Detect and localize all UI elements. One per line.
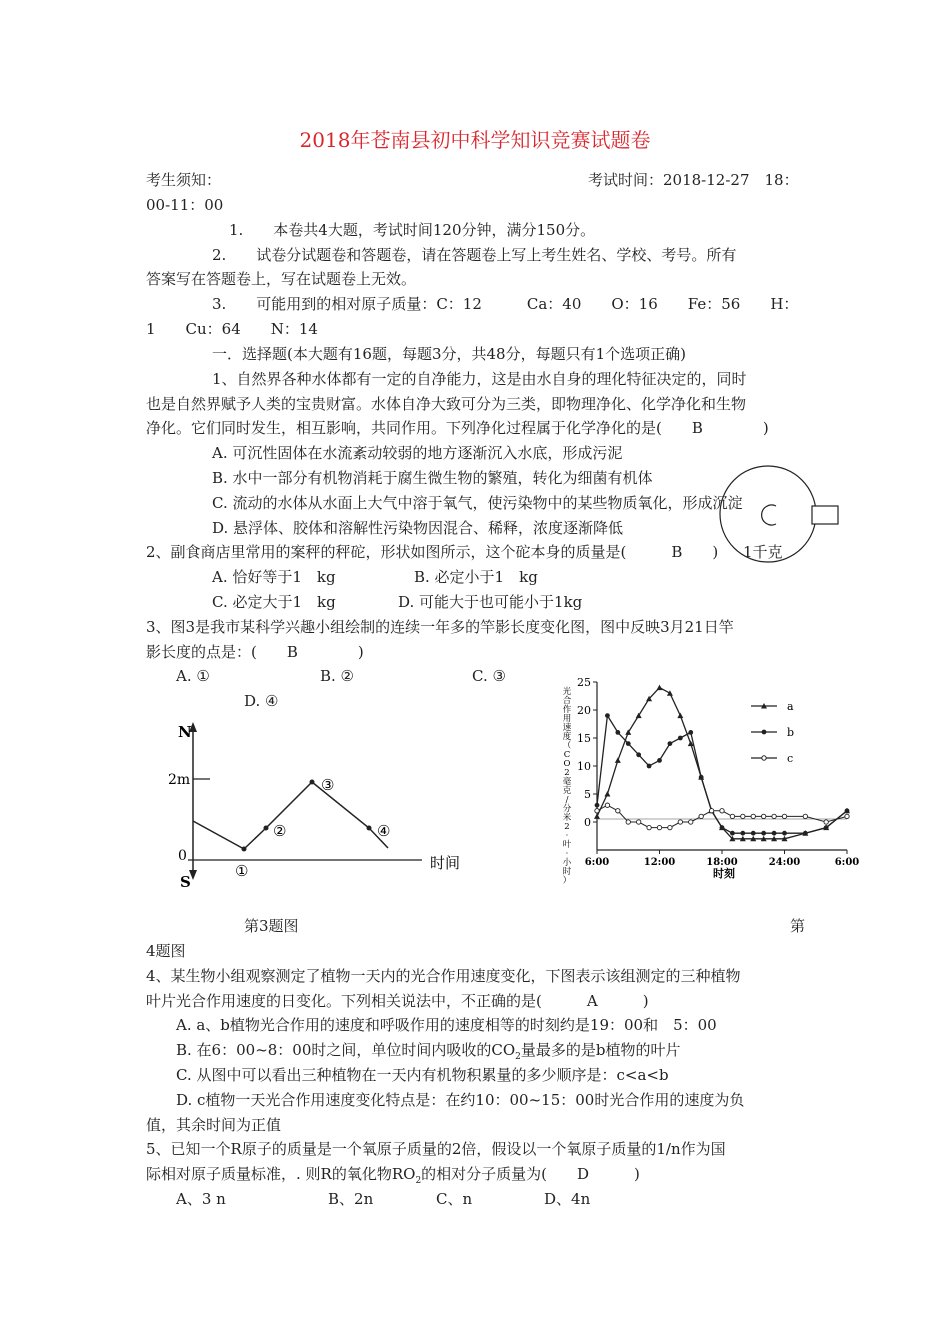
q2-option-b: B. 必定小于1 kg [414,568,538,586]
q2-text: 2、副食商店里常用的案秤的秤砣，形状如图所示，这个砣本身的质量是( B ) [146,543,719,561]
q5-text-2: 际相对原子质量标准，. 则R的氧化物$RO_2$的相对分子质量为( D ) [146,1165,640,1186]
weight-tab [812,506,838,524]
q4-text: 叶片光合作用速度的日变化。下列相关说法中，不正确的是( A ) [146,992,649,1010]
fig4-series-b-point [803,831,808,836]
fig4-y-label-char: C [563,750,571,760]
fig4-series-b-point [636,752,641,757]
fig4-x-tick-label: 24:00 [768,857,801,868]
q2-option-a: A. 恰好等于1 kg [212,568,336,586]
fig4-series-a-point [677,713,683,719]
q1-option-d: D. 悬浮体、胶体和溶解性污染物因混合、稀释，浓度逐渐降低 [212,519,624,537]
fig4-series-c-point [689,820,693,824]
q3-text: 3、图3是我市某科学兴趣小组绘制的连续一年多的竿影长度变化图，图中反映3月21日竿 [146,618,734,636]
fig4-series-b-point [730,831,735,836]
q1-option-c: C. 流动的水体从水面上大气中溶于氧气，使污染物中的某些物质氧化，形成沉淀 [212,494,743,512]
fig4-y-label-char: 2 [564,822,570,832]
fig4-y-label-char: 时 [562,867,572,877]
fig4-series-c-point [605,803,609,807]
exam-time: 考试时间：2018-12-27 18： [588,171,799,189]
fig4-series-c-point [824,820,828,824]
notice-item: 1. 本卷共4大题，考试时间120分钟，满分150分。 [229,221,596,239]
fig4-series-b-point [626,741,631,746]
q1-text: 也是自然界赋予人类的宝贵财富。水体自净大致可分为三类，即物理净化、化学净化和生物 [146,395,747,413]
fig3-label-4: ④ [377,822,391,840]
fig4-y-tick-label: 10 [577,760,591,773]
fig4-y-label-char: O [563,759,571,769]
fig4-legend-label: c [787,752,794,765]
fig4-series-b-point [657,758,662,763]
notice-item: 1 Cu：64 N：14 [146,320,318,338]
exam-time-cont: 00-11：00 [146,196,224,214]
fig3-label-3: ③ [321,776,335,794]
q1-text: 1、自然界各种水体都有一定的自净能力，这是由水自身的理化特征决定的，同时 [212,370,747,388]
fig4-x-axis-label: 时刻 [713,867,735,880]
q1-option-b: B. 水中一部分有机物消耗于腐生微生物的繁殖，转化为细菌有机体 [212,469,653,487]
fig4-series-b-point [615,730,620,735]
fig4-y-tick-label: 5 [584,788,591,801]
fig4-series-c-point [803,814,807,818]
fig3-x-label: 时间 [430,854,461,872]
notice-label: 考生须知： [146,171,222,189]
fig4-caption: 第 [790,917,806,935]
q1-text: 净化。它们同时发生，相互影响，共同作用。下列净化过程属于化学净化的是( B ) [146,419,769,437]
fig4-y-label-char: / [565,795,569,805]
fig4-series-c-point [741,814,745,818]
q2-option-c: C. 必定大于1 kg [212,593,336,611]
fig4-series-b-point [761,831,766,836]
q4-option-b: B. 在6：00~8：00时之间，单位时间内吸收的$CO_2$量最多的是b植物的叶片 [176,1041,681,1062]
fig4-y-label-char: 毫 [562,777,572,787]
fig4-series-c-point [699,814,703,818]
fig4-legend-label: a [787,700,794,713]
fig4-y-label-char: 2 [564,768,570,778]
fig4-y-axis-label [563,686,572,886]
fig3-point-4 [367,826,372,831]
q3-option-d: D. ④ [244,692,279,710]
weight-hook [762,505,776,525]
fig4-series-c-point [709,809,713,813]
section-heading: 一．选择题(本大题有16题，每题3分，共48分，每题只有1个选项正确) [212,345,686,363]
fig3-n-label: N [178,723,192,741]
fig4-series-c-point [657,825,661,829]
q4-option-a: A. a、b植物光合作用的速度和呼吸作用的速度相等的时刻约是19：00和 5：00 [176,1016,717,1034]
fig4-y-label-char: 作 [562,705,572,715]
q3-option-a: A. ① [176,667,210,685]
fig4-series-a-point [615,757,621,763]
fig4-series-c-point [782,814,786,818]
q4-option-d: D. c植物一天光合作用速度变化特点是：在约10：00~15：00时光合作用的速度为负 [176,1091,745,1109]
fig4-series-c-point [761,814,765,818]
fig4-series-a-point [594,813,600,819]
fig4-y-tick-label: 0 [584,816,591,829]
fig4-series-b-point [824,825,829,830]
fig4-series-a-point [657,685,663,691]
fig4-caption-cont: 4题图 [146,942,186,960]
notice-item: 答案写在答题卷上，写在试题卷上无效。 [146,270,417,288]
fig4-y-label-char: · [565,831,569,841]
notice-item: 3. 可能用到的相对原子质量：C：12 Ca：40 O：16 Fe：56 H： [212,295,799,313]
fig4-series-c-point [647,825,651,829]
fig4-y-tick-label: 25 [577,676,591,689]
fig4-y-label-char: 叶 [562,840,572,850]
fig4-series-b-point [751,831,756,836]
fig4-y-label-char: ） [562,876,572,886]
q3-text: 影长度的点是：( B ) [146,643,364,661]
fig4-series-c-point [730,814,734,818]
page-title: 2018年苍南县初中科学知识竞赛试题卷 [299,128,651,152]
fig4-series-b-point [668,741,673,746]
fig3-point-2 [264,826,269,831]
fig3-s-label: S [180,873,191,891]
fig3-label-2: ② [273,822,287,840]
fig4-series-b-point [740,831,745,836]
fig4-series-a-line [597,688,847,839]
fig4-series-c-point [720,809,724,813]
q4-option-c: C. 从图中可以看出三种植物在一天内有机物积累量的多少顺序是：c<a<b [176,1066,669,1084]
q5-text: 5、已知一个R原子的质量是一个氧原子质量的2倍，假设以一个氧原子质量的1/n作为国 [146,1140,726,1158]
fig4-series-c-point [595,809,599,813]
q3-option-b: B. ② [320,667,355,685]
q1-option-a: A. 可沉性固体在水流紊动较弱的地方逐渐沉入水底，形成污泥 [212,444,623,462]
fig4-series-c-point [668,825,672,829]
q5-option-d: D、4n [544,1190,591,1208]
q5-option-c: C、n [436,1190,473,1208]
fig4-series-b-point [782,831,787,836]
q5-option-b: B、2n [328,1190,374,1208]
fig4-series-b-point [678,736,683,741]
fig4-x-tick-label: 6:00 [584,857,610,868]
q3-option-c: C. ③ [472,667,506,685]
fig3-shadow-chart [160,718,480,893]
notice-item: 2. 试卷分试题卷和答题卷，请在答题卷上写上考生姓名、学校、考号。所有 [212,246,737,264]
fig4-series-a-point [604,791,610,797]
fig4-y-label-char: 用 [562,714,572,724]
fig4-series-b-point [647,764,652,769]
fig3-line [193,782,391,849]
q4-text: 4、某生物小组观察测定了植物一天内的光合作用速度变化，下图表示该组测定的三种植物 [146,967,741,985]
fig4-y-label-char: 克 [562,786,572,796]
fig4-series-c-point [636,820,640,824]
fig4-y-label-char: 米 [562,813,572,823]
fig4-legend-marker [762,756,766,760]
fig4-series-c-point [616,809,620,813]
fig3-label-1: ① [235,862,249,880]
fig3-point-3 [310,780,315,785]
fig4-y-label-char: · [565,849,569,859]
fig4-series-b-point [720,825,725,830]
q2-option-d: D. 可能大于也可能小于1kg [398,593,583,611]
fig4-series-b-point [699,775,704,780]
fig4-legend-label: b [787,726,795,739]
fig4-series-c-point [845,814,849,818]
fig4-y-label-char: 光 [562,687,572,697]
fig4-series-c-point [678,820,682,824]
fig4-legend-marker [762,730,767,735]
fig4-series-b-point [845,808,850,813]
fig4-series-a-point [667,690,673,696]
fig3-zero: 0 [178,848,187,864]
fig4-series-c-point [626,820,630,824]
fig3-y-tick: 2m [168,772,191,788]
fig4-y-label-char: （ [562,741,572,751]
fig4-y-label-char: 小 [562,858,572,868]
q5-option-a: A、3 n [176,1190,226,1208]
fig4-series-b-point [595,803,600,808]
q4-option-d-cont: 值，其余时间为正值 [146,1116,282,1134]
fig3-point-1 [242,847,247,852]
fig4-x-tick-label: 6:00 [834,857,860,868]
fig4-x-tick-label: 18:00 [706,857,738,868]
weight-label: 1千克 [743,543,783,561]
fig4-y-tick-label: 20 [577,704,591,717]
fig4-series-b-point [688,730,693,735]
fig4-y-tick-label: 15 [577,732,591,745]
fig4-y-label-char: 速 [562,723,572,733]
fig4-series-b-point [772,831,777,836]
fig4-series-c-point [751,814,755,818]
fig4-y-label-char: 合 [562,696,572,706]
fig4-series-c-point [772,814,776,818]
fig4-series-b-point [605,713,610,718]
fig4-series-b-line [597,716,847,834]
fig4-photosynthesis-chart [555,672,865,887]
fig4-y-label-char: 分 [562,804,572,814]
fig4-x-tick-label: 12:00 [643,857,676,868]
fig4-y-label-char: 度 [562,732,572,742]
fig3-caption: 第3题图 [244,917,299,935]
